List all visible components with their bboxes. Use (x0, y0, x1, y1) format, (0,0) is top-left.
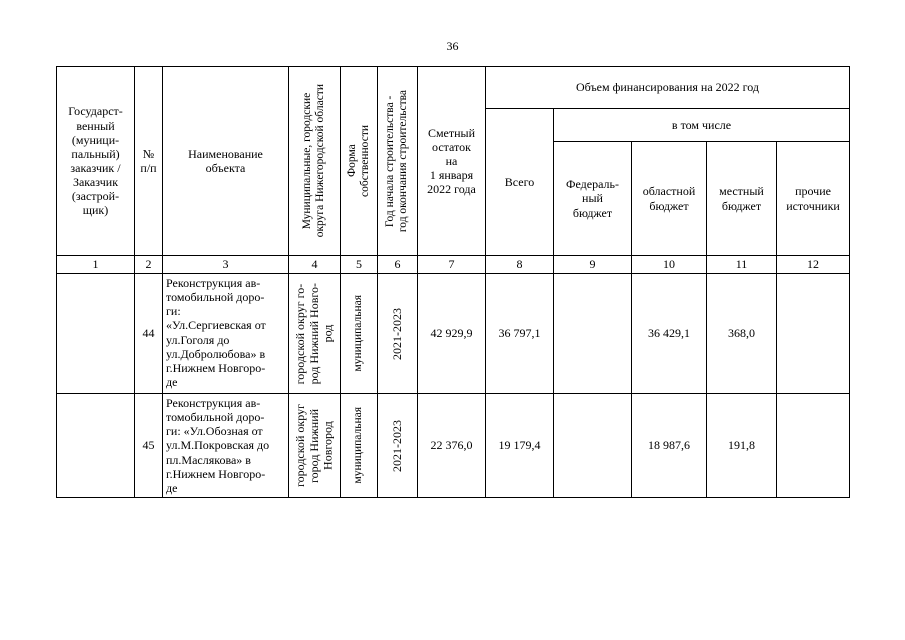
column-number: 7 (418, 256, 486, 274)
other-value (777, 274, 850, 394)
local-value: 191,8 (707, 394, 777, 498)
column-number: 11 (707, 256, 777, 274)
header-local: местный бюджет (707, 142, 777, 256)
financing-table (56, 66, 850, 498)
header-estimate: Сметный остаток на 1 января 2022 года (418, 67, 486, 256)
estimate-value: 22 376,0 (418, 394, 486, 498)
table-row (57, 274, 850, 394)
federal-value (554, 394, 632, 498)
ownership: муниципальная (352, 295, 365, 372)
federal-value (554, 274, 632, 394)
header-financing: Объем финансирования на 2022 год (486, 67, 850, 109)
header-ownership: Форма собственности (345, 125, 371, 197)
row-number: 44 (135, 274, 163, 394)
column-number: 9 (554, 256, 632, 274)
municipality: городской округ город Нижний Новгород (292, 404, 335, 488)
years: 2021-2023 (389, 307, 404, 360)
header-years-cell (378, 67, 418, 256)
header-total: Всего (486, 109, 554, 256)
estimate-value: 42 929,9 (418, 274, 486, 394)
regional-value: 36 429,1 (632, 274, 707, 394)
column-number: 12 (777, 256, 850, 274)
column-number-row (57, 256, 850, 274)
header-ownership-cell (341, 67, 378, 256)
header-municipality-cell (289, 67, 341, 256)
object-name: Реконструкция ав- томобильной доро- ги: «Ул.Сергиевская от ул.Гоголя до ул.Добролюбова» в г.Нижнем Новгоро- де (163, 274, 289, 394)
header-including: в том числе (554, 109, 850, 142)
customer-cell (57, 274, 135, 394)
row-number: 45 (135, 394, 163, 498)
table-row (57, 394, 850, 498)
customer-cell (57, 394, 135, 498)
municipality: городской округ го- род Нижний Новго- род (292, 282, 335, 385)
header-number: № п/п (135, 67, 163, 256)
column-number: 4 (289, 256, 341, 274)
column-number: 10 (632, 256, 707, 274)
regional-value: 18 987,6 (632, 394, 707, 498)
column-number: 6 (378, 256, 418, 274)
years-cell (378, 274, 418, 394)
column-number: 2 (135, 256, 163, 274)
ownership-cell (341, 394, 378, 498)
header-municipality: Муниципальные, городские округа Нижегородской области (301, 84, 327, 238)
header-object-name: Наименование объекта (163, 67, 289, 256)
header-regional: областной бюджет (632, 142, 707, 256)
page-number: 36 (446, 39, 459, 53)
local-value: 368,0 (707, 274, 777, 394)
ownership: муниципальная (352, 407, 365, 484)
object-name: Реконструкция ав- томобильной доро- ги: «Ул.Обозная от ул.М.Покровская до пл.Маслякова» в г.Нижнем Новгоро- де (163, 394, 289, 498)
years-cell (378, 394, 418, 498)
column-number: 3 (163, 256, 289, 274)
header-other: прочие источники (777, 142, 850, 256)
column-number: 1 (57, 256, 135, 274)
total-value: 36 797,1 (486, 274, 554, 394)
other-value (777, 394, 850, 498)
column-number: 8 (486, 256, 554, 274)
header-years: Год начала строительства - год окончания строительства (384, 89, 410, 233)
municipality-cell (289, 274, 341, 394)
municipality-cell (289, 394, 341, 498)
ownership-cell (341, 274, 378, 394)
header-federal: Федераль- ный бюджет (554, 142, 632, 256)
column-number: 5 (341, 256, 378, 274)
years: 2021-2023 (389, 419, 404, 472)
header-customer: Государст- венный (муници- пальный) заказчик / Заказчик (застрой- щик) (57, 67, 135, 256)
total-value: 19 179,4 (486, 394, 554, 498)
